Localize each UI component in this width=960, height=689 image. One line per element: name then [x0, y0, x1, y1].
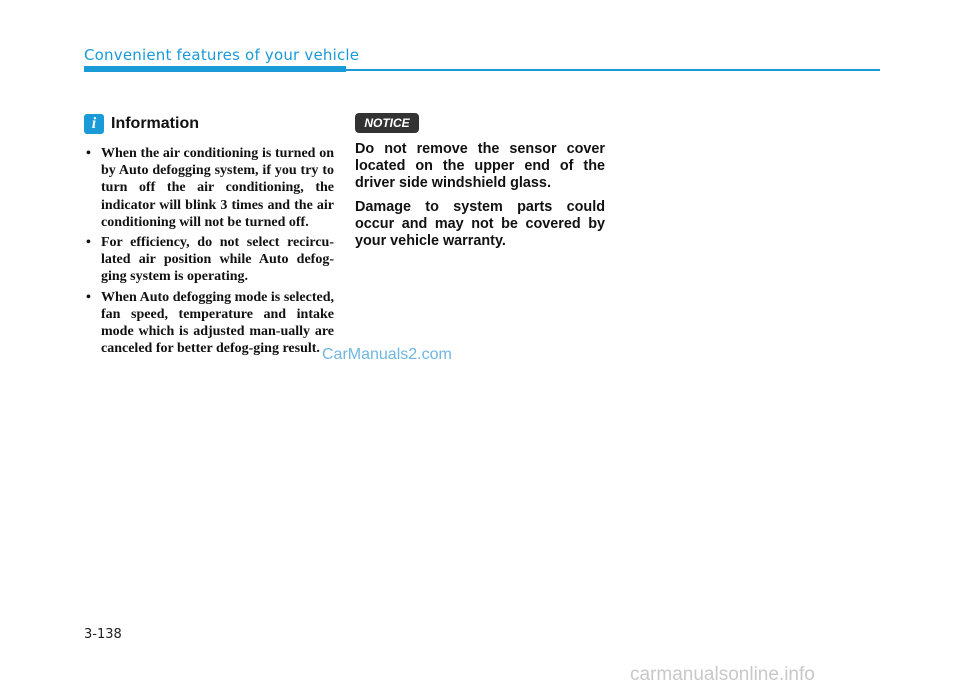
- bullet-icon: •: [86, 146, 91, 161]
- bullet-icon: •: [86, 289, 91, 305]
- notice-paragraph: Do not remove the sensor cover located on the upper end of the driver side windshield glass.: [355, 141, 605, 191]
- information-heading: [84, 114, 199, 134]
- bullet-icon: •: [86, 235, 91, 251]
- list-item: • When Auto defogging mode is selected, fan speed, temperature and intake mode which is adjusted man-ually are canceled for better defog-ging result.: [86, 289, 334, 357]
- watermark: CarManuals2.com: [322, 346, 452, 363]
- page-number: 3-138: [84, 627, 122, 642]
- info-icon: i: [84, 114, 104, 134]
- information-title: Information: [111, 115, 199, 132]
- information-list: [84, 145, 334, 360]
- notice-badge: NOTICE: [355, 113, 419, 133]
- list-item: • When the air conditioning is turned on by Auto defogging system, if you try to turn off the air conditioning, the indicator will blink 3 times and the air conditioning will not be turned off.: [86, 146, 334, 230]
- header-rule: [346, 69, 880, 71]
- section-title: Convenient features of your vehicle: [84, 46, 360, 64]
- notice-text: [355, 141, 605, 257]
- list-item: • For efficiency, do not select recircu-lated air position while Auto defog-ging system is operating.: [86, 235, 334, 285]
- notice-paragraph: Damage to system parts could occur and may not be covered by your vehicle warranty.: [355, 199, 605, 249]
- header-accent-bar: [84, 66, 346, 72]
- footer-watermark: carmanualsonline.info: [630, 664, 815, 685]
